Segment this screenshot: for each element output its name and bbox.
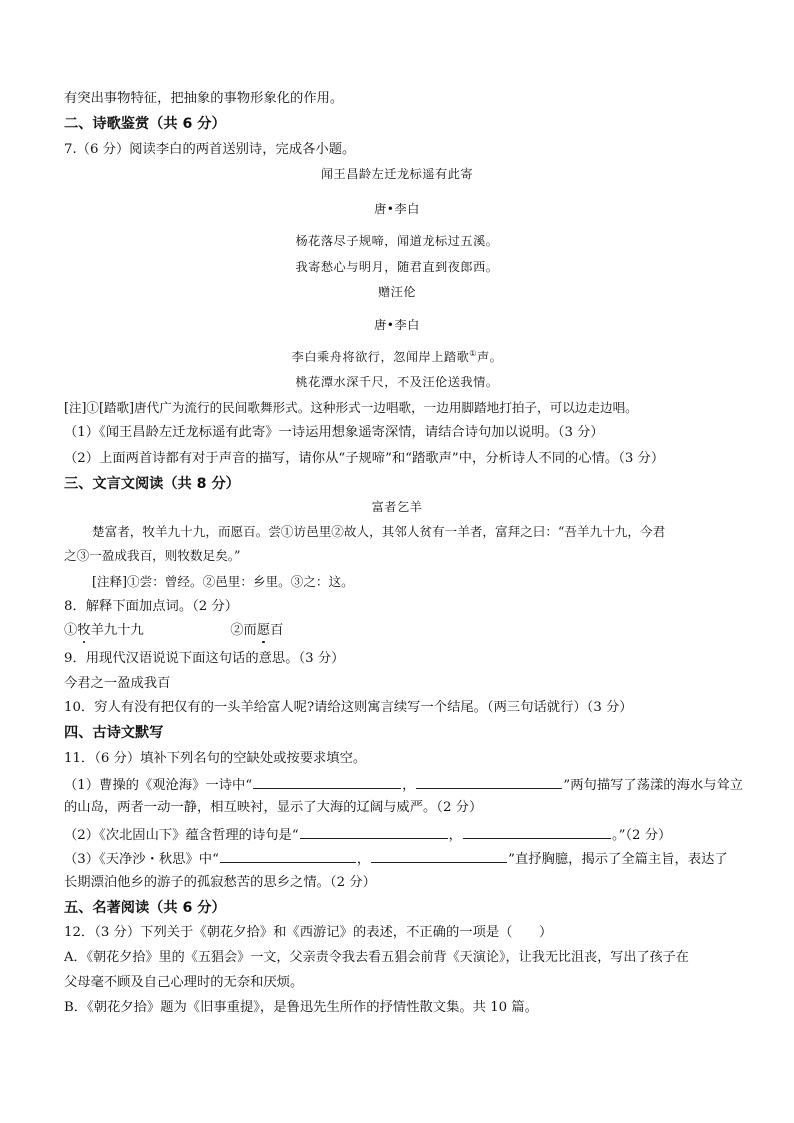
poem-2-line-1: 李白乘舟将欲行，忽闻岸上踏歌①声。 xyxy=(291,348,503,364)
question-8-prompt: 8．解释下面加点词。（2 分） xyxy=(64,599,239,614)
answer-blank[interactable] xyxy=(416,774,562,789)
question-7-1: （1）《闻王昌龄左迁龙标遥有此寄》一诗运用想象遥寄深情，请结合诗句加以说明。（3 分） xyxy=(64,425,604,440)
dotted-word-yuan: 愿 xyxy=(256,623,271,638)
question-8-items xyxy=(64,621,734,641)
section-3-heading: 三、文言文阅读（共 8 分） xyxy=(64,476,240,492)
classical-text-title: 富者乞羊 xyxy=(371,500,423,514)
question-9-prompt: 9．用现代汉语说说下面这句话的意思。（3 分） xyxy=(64,651,345,666)
q8-item-b: ②而愿百 xyxy=(230,623,284,638)
q8-item-a: ①牧羊九十九 xyxy=(64,623,144,638)
poem-2-author: 唐•李白 xyxy=(374,318,420,332)
question-11-2: （2）《次北固山下》蕴含哲理的诗句是“ ， 。”（2 分） xyxy=(64,824,734,846)
answer-blank[interactable] xyxy=(371,848,507,863)
poem-1-author: 唐•李白 xyxy=(374,202,420,216)
classical-text-annotation: [注释]①尝：曾经。②邑里：乡里。③之：这。 xyxy=(92,574,354,589)
question-9-sentence: 今君之一盈成我百 xyxy=(64,676,171,691)
footnote-marker: ① xyxy=(469,348,477,358)
question-11-1-cont: 的山岛，两者一动一静，相互映衬，显示了大海的辽阔与威严。（2 分） xyxy=(64,800,483,815)
question-11-3: （3）《天净沙・秋思》中“ ， ”直抒胸臆，揭示了全篇主旨，表达了 xyxy=(64,848,734,870)
poem-note: [注]①[踏歌]唐代广为流行的民间歌舞形式。这种形式一边唱歌，一边用脚踏地打拍子，可以边走边唱。 xyxy=(64,400,638,415)
section-5-heading: 五、名著阅读（共 6 分） xyxy=(64,900,226,916)
option-b: B．《朝花夕拾》题为《旧事重提》，是鲁迅先生所作的抒情性散文集。共 10 篇。 xyxy=(64,1000,538,1015)
question-11-3-cont: 长期漂泊他乡的游子的孤寂愁苦的思乡之情。（2 分） xyxy=(64,875,376,890)
poem-2-title: 赠汪伦 xyxy=(377,285,417,299)
question-10-prompt: 10．穷人有没有把仅有的一头羊给富人呢?请给这则寓言续写一个结尾。（两三句话就行）（3 分） xyxy=(64,700,633,715)
poem-1-line-1: 杨花落尽子规啼，闻道龙标过五溪。 xyxy=(295,234,499,248)
option-a-line-2: 父母毫不顾及自己心理时的无奈和厌烦。 xyxy=(64,975,304,990)
poem-1-title: 闻王昌龄左迁龙标遥有此寄 xyxy=(320,167,474,181)
question-7-2: （2）上面两首诗都有对于声音的描写，请你从“子规啼”和“踏歌声”中，分析诗人不同的心情。（3 分） xyxy=(64,451,665,466)
classical-text-line-2: 之③一盈成我百，则牧数足矣。” xyxy=(64,548,241,563)
dotted-word-mu: 牧 xyxy=(77,623,91,638)
section-4-heading: 四、古诗文默写 xyxy=(64,725,164,741)
classical-text-line-1: 楚富者，牧羊九十九，而愿百。尝①访邑里②故人，其邻人贫有一羊者，富拜之曰：“吾羊九十九，今君 xyxy=(92,524,666,539)
option-a-line-1: A．《朝花夕拾》里的《五猖会》一文，父亲责令我去看五猖会前背《天演论》，让我无比沮丧，写出了孩子在 xyxy=(64,950,689,965)
question-11-prompt: 11．（6 分）填补下列名句的空缺处或按要求填空。 xyxy=(64,751,367,766)
question-11-1: （1）曹操的《观沧海》一诗中“ ， ”两句描写了荡漾的海水与耸立 xyxy=(64,774,734,796)
answer-blank[interactable] xyxy=(220,848,356,863)
question-7-prompt: 7.（6 分）阅读李白的两首送别诗，完成各小题。 xyxy=(64,142,356,157)
section-2-heading: 二、诗歌鉴赏（共 6 分） xyxy=(64,116,226,132)
intro-tail-text: 有突出事物特征，把抽象的事物形象化的作用。 xyxy=(64,91,344,106)
answer-blank[interactable] xyxy=(463,824,611,839)
answer-blank[interactable] xyxy=(253,774,401,789)
poem-1-line-2: 我寄愁心与明月，随君直到夜郎西。 xyxy=(295,260,499,274)
poem-2-line-2: 桃花潭水深千尺，不及汪伦送我情。 xyxy=(295,375,499,389)
question-12-prompt: 12．（3 分）下列关于《朝花夕拾》和《西游记》的表述，不正确的一项是（ ） xyxy=(64,925,553,940)
answer-blank[interactable] xyxy=(300,824,448,839)
